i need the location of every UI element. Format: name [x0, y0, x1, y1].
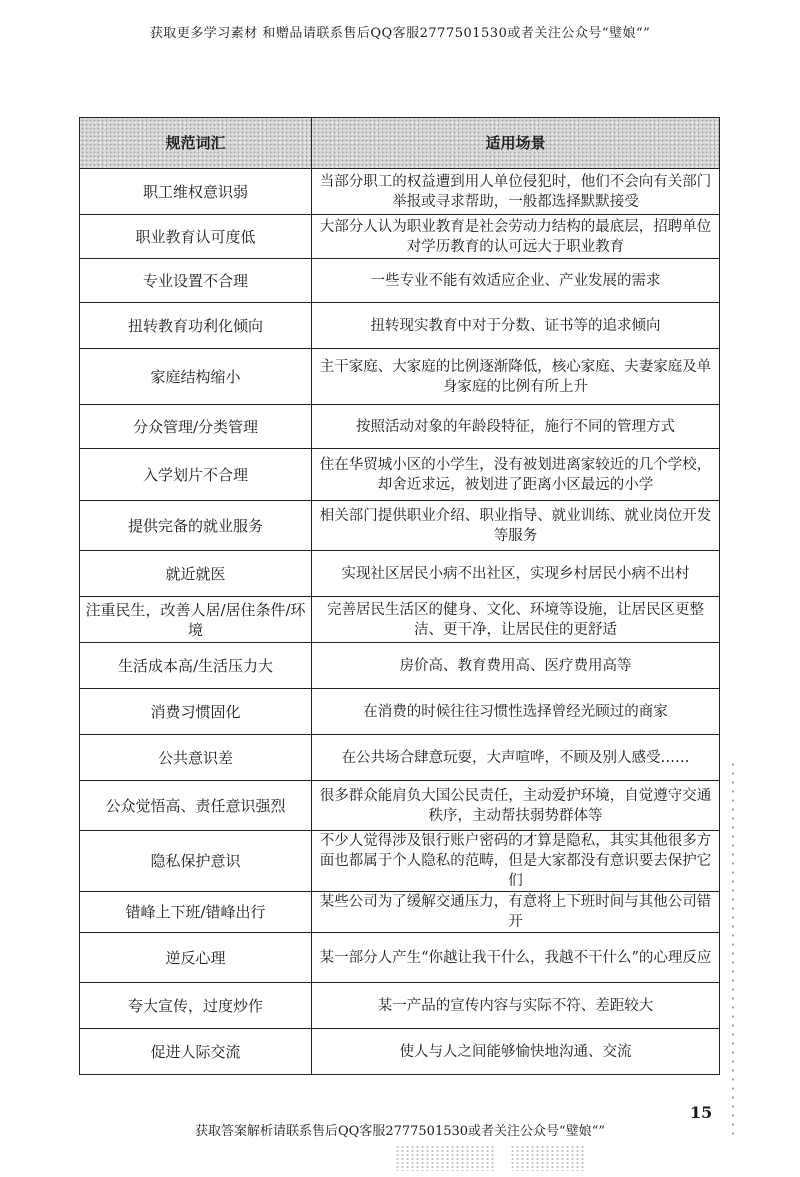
term-cell: 就近就医 [80, 551, 312, 597]
scan-smudge [395, 1145, 495, 1171]
term-cell: 公众觉悟高、责任意识强烈 [80, 781, 312, 831]
term-cell: 生活成本高/生活压力大 [80, 643, 312, 689]
table-row [80, 169, 720, 215]
scene-cell: 某一产品的宣传内容与实际不符、差距较大 [312, 983, 720, 1029]
table-row [80, 259, 720, 303]
vocabulary-table [79, 117, 720, 1075]
term-cell: 提供完备的就业服务 [80, 501, 312, 551]
term-cell: 错峰上下班/错峰出行 [80, 892, 312, 933]
term-cell: 隐私保护意识 [80, 831, 312, 892]
term-cell: 分众管理/分类管理 [80, 405, 312, 449]
table-row [80, 983, 720, 1029]
scene-cell: 不少人觉得涉及银行账户密码的才算是隐私，其实其他很多方面也都属于个人隐私的范畴，但是大家都没有意识要去保护它们 [312, 831, 720, 892]
term-cell: 消费习惯固化 [80, 689, 312, 735]
term-cell: 逆反心理 [80, 933, 312, 983]
table-row [80, 449, 720, 501]
column-header-scene: 适用场景 [312, 118, 720, 169]
scene-cell: 使人与人之间能够愉快地沟通、交流 [312, 1029, 720, 1075]
table-row [80, 551, 720, 597]
table-body [80, 169, 720, 1075]
footer-notice: 获取答案解析请联系售后QQ客服2777501530或者关注公众号“璧娘“” [195, 1124, 605, 1139]
scene-cell: 住在华贸城小区的小学生，没有被划进离家较近的几个学校，却舍近求远，被划进了距离小区最远的小学 [312, 449, 720, 501]
term-cell: 职业教育认可度低 [80, 215, 312, 259]
scene-cell: 当部分职工的权益遭到用人单位侵犯时，他们不会向有关部门举报或寻求帮助，一般都选择默默接受 [312, 169, 720, 215]
header-notice: 获取更多学习素材 和赠品请联系售后QQ客服2777501530或者关注公众号“璧娘“” [149, 26, 651, 41]
table-row [80, 781, 720, 831]
table-row [80, 1029, 720, 1075]
table-row [80, 303, 720, 349]
scene-cell: 完善居民生活区的健身、文化、环境等设施，让居民区更整洁、更干净，让居民住的更舒适 [312, 597, 720, 643]
table-row [80, 735, 720, 781]
term-cell: 夸大宣传，过度炒作 [80, 983, 312, 1029]
scene-cell: 某一部分人产生“你越让我干什么，我越不干什么”的心理反应 [312, 933, 720, 983]
table-row [80, 933, 720, 983]
scene-cell: 一些专业不能有效适应企业、产业发展的需求 [312, 259, 720, 303]
scene-cell: 相关部门提供职业介绍、职业指导、就业训练、就业岗位开发等服务 [312, 501, 720, 551]
table-row [80, 831, 720, 892]
table-row [80, 892, 720, 933]
table-row [80, 501, 720, 551]
table-row [80, 349, 720, 405]
scene-cell: 主干家庭、大家庭的比例逐渐降低，核心家庭、夫妻家庭及单身家庭的比例有所上升 [312, 349, 720, 405]
scan-margin-dots [730, 760, 736, 1140]
column-header-term: 规范词汇 [80, 118, 312, 169]
term-cell: 公共意识差 [80, 735, 312, 781]
scene-cell: 在消费的时候往往习惯性选择曾经光顾过的商家 [312, 689, 720, 735]
term-cell: 入学划片不合理 [80, 449, 312, 501]
table-row [80, 643, 720, 689]
term-cell: 注重民生，改善人居/居住条件/环境 [80, 597, 312, 643]
scene-cell: 按照活动对象的年龄段特征，施行不同的管理方式 [312, 405, 720, 449]
scene-cell: 很多群众能肩负大国公民责任，主动爱护环境，自觉遵守交通秩序，主动帮扶弱势群体等 [312, 781, 720, 831]
scene-cell: 房价高、教育费用高、医疗费用高等 [312, 643, 720, 689]
table-row [80, 689, 720, 735]
table-row [80, 215, 720, 259]
scene-cell: 在公共场合肆意玩耍，大声喧哗，不顾及别人感受…… [312, 735, 720, 781]
table-row [80, 405, 720, 449]
table-row [80, 597, 720, 643]
term-cell: 职工维权意识弱 [80, 169, 312, 215]
scan-smudge [510, 1145, 585, 1171]
term-cell: 促进人际交流 [80, 1029, 312, 1075]
term-cell: 家庭结构缩小 [80, 349, 312, 405]
term-cell: 专业设置不合理 [80, 259, 312, 303]
term-cell: 扭转教育功利化倾向 [80, 303, 312, 349]
page-number: 15 [690, 1103, 713, 1122]
scene-cell: 大部分人认为职业教育是社会劳动力结构的最底层，招聘单位对学历教育的认可远大于职业教育 [312, 215, 720, 259]
scene-cell: 某些公司为了缓解交通压力，有意将上下班时间与其他公司错开 [312, 892, 720, 933]
scene-cell: 扭转现实教育中对于分数、证书等的追求倾向 [312, 303, 720, 349]
table-header-row [80, 118, 720, 169]
scene-cell: 实现社区居民小病不出社区，实现乡村居民小病不出村 [312, 551, 720, 597]
